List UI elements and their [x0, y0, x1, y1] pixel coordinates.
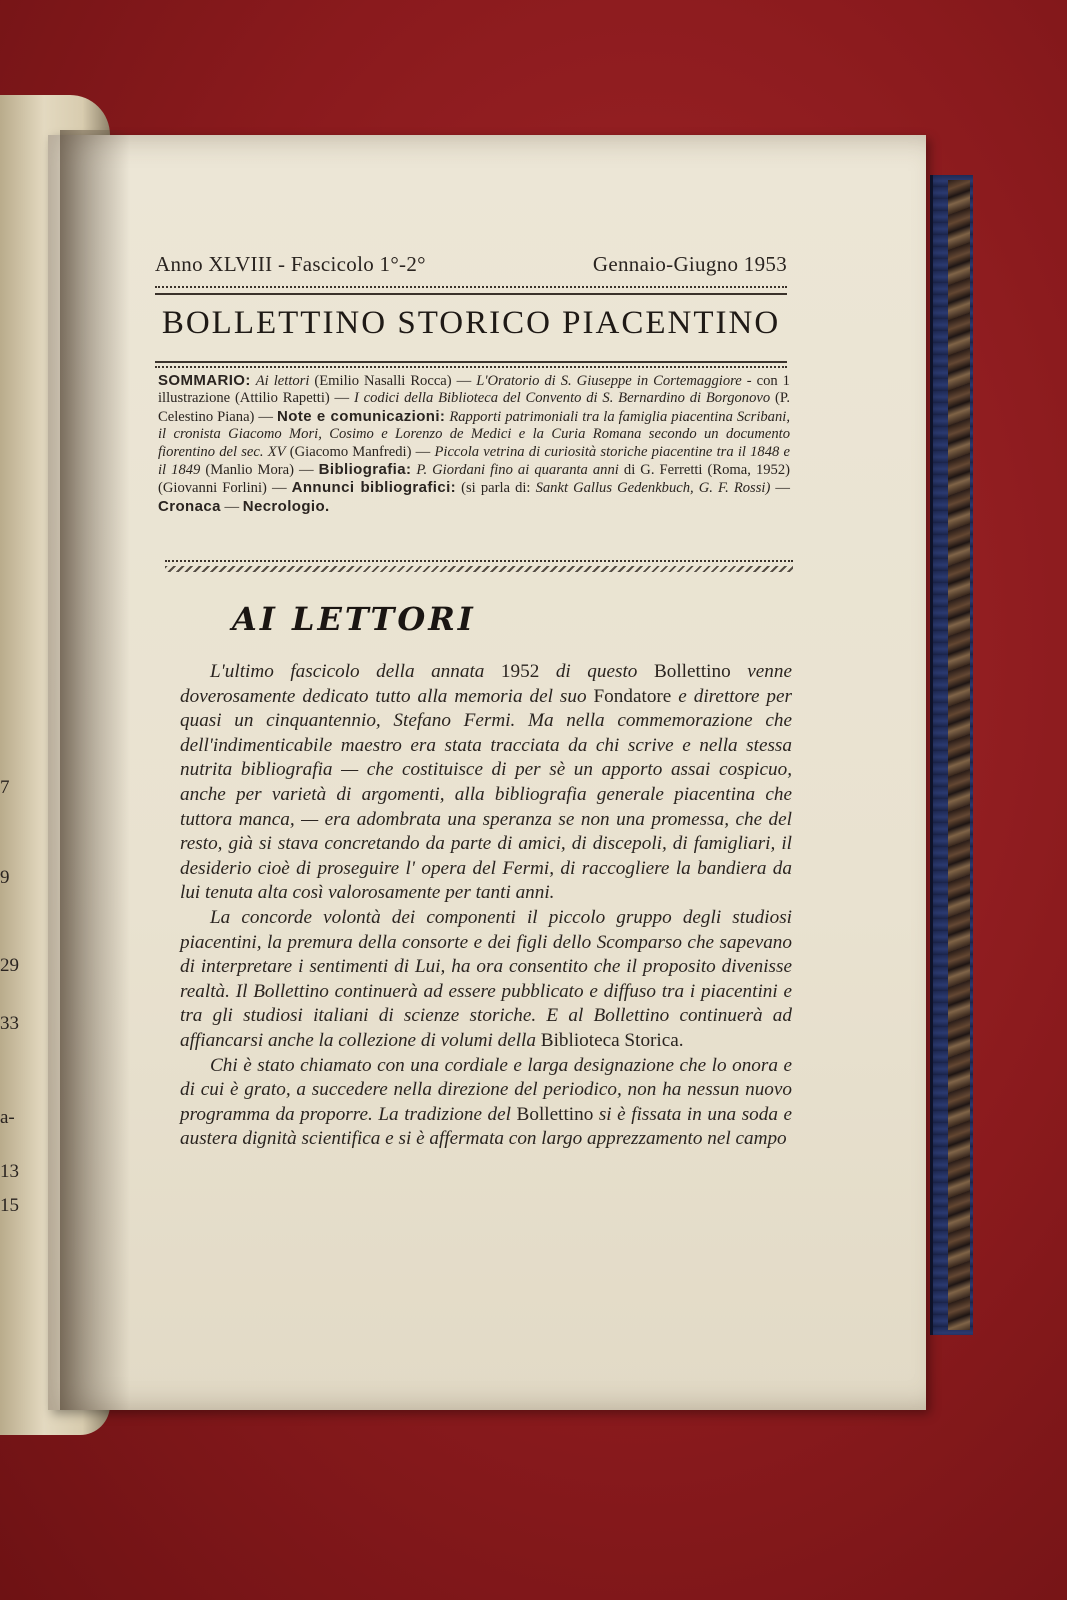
- title-divider: [155, 361, 787, 363]
- toc-entry: Ai lettori: [255, 373, 310, 389]
- toc-text: (si parla di:: [456, 480, 536, 497]
- annunci-label: Annunci bibliografici:: [291, 479, 457, 497]
- paragraph-text: Bollettino: [653, 661, 731, 682]
- paragraph-text: La concorde volontà dei componenti il piccolo gruppo degli studiosi piacentini, la premura della consorte e dei figli dello Scomparso che sapevano di interpretare i sentimenti di Lui, ha ora consentito che il proposito divenisse realtà. Il Bollettino continuerà ad essere pubblicato e diffuso tra i piacentini e tra gli studiosi italiani di scienze storiche. E al Bollettino continuerà ad affiancarsi anche la collezione di volumi della: [180, 906, 792, 1051]
- title-divider: [155, 366, 787, 368]
- toc-author: di G. Ferretti (Roma, 1952) (Giovanni Forlini) —: [158, 462, 791, 497]
- header-divider: [155, 286, 787, 288]
- toc-entry: Sankt Gallus Gedenkbuch, G. F. Rossi): [535, 480, 771, 497]
- journal-title: BOLLETTINO STORICO PIACENTINO: [161, 305, 781, 341]
- table-of-contents: [158, 372, 790, 516]
- issue-number: Anno XLVIII - Fascicolo 1°-2°: [155, 252, 426, 276]
- paragraph-text: venne doverosamente dedicato tutto alla memoria del suo: [180, 661, 792, 707]
- margin-number: 13: [0, 1161, 19, 1182]
- toc-author: - con 1 illustrazione (Attilio Rapetti) —: [158, 373, 790, 407]
- paragraph-text: Biblioteca Storica.: [540, 1029, 684, 1051]
- paragraph: [180, 1054, 792, 1152]
- page-gutter-shadow: [60, 130, 130, 1410]
- toc-author: (Manlio Mora) —: [200, 462, 314, 479]
- paragraph-text: Bollettino: [516, 1103, 594, 1125]
- bibliografia-label: Bibliografia:: [318, 461, 412, 479]
- issue-date: Gennaio-Giugno 1953: [592, 252, 787, 276]
- toc-entry: I codici della Biblioteca del Convento di S. Bernardino di Borgonovo: [353, 390, 771, 407]
- toc-separator: —: [220, 498, 243, 515]
- header-divider: [155, 293, 787, 295]
- necrologio-label: Necrologio.: [242, 497, 330, 515]
- margin-number: a-: [0, 1107, 15, 1128]
- margin-number: 15: [0, 1195, 19, 1216]
- paragraph-text: Fondatore: [593, 685, 672, 707]
- paragraph-text: Chi è stato chiamato con una cordiale e larga designazione che lo onora e di cui è grato, a succedere nella direzione del periodico, non ha nessun nuovo programma da proporre. La tradizione del: [180, 1054, 792, 1125]
- paragraph-text: L'ultimo fascicolo della annata: [210, 661, 501, 682]
- paragraph-text: si è fissata in una soda e austera dignità scientifica e si è affermata con largo apprezzamento nel campo: [180, 1103, 792, 1150]
- toc-author: (Giacomo Manfredi) —: [285, 443, 435, 460]
- margin-number: 9: [0, 867, 10, 888]
- paragraph: [180, 660, 792, 906]
- paragraph-text: di questo: [539, 661, 654, 682]
- toc-text: —: [770, 480, 790, 497]
- margin-number: 33: [0, 1013, 19, 1034]
- sommario-label: SOMMARIO:: [158, 372, 251, 389]
- paragraph-text: e direttore per quasi un cinquantennio, Stefano Fermi. Ma nella commemorazione che dell'indimenticabile maestro era stata tracciata da chi scrive e nella stessa nutrita bibliografia — che costituisce di per sè un apporto assai cospicuo, anche per varietà di argomenti, alla bibliografia generale piacentina che tuttora manca, — era adombrata una speranza se non una promessa, che del resto, già si stava concretando da parte di amici, di discepoli, di famigliari, il desiderio cioè di proseguire l' opera del Fermi, di raccogliere la bandiera da lui tenuta alta così valorosamente per tanti anni.: [180, 685, 792, 904]
- paragraph: [180, 906, 792, 1054]
- margin-number: 7: [0, 777, 10, 798]
- note-label: Note e comunicazioni:: [277, 407, 446, 425]
- margin-number: 29: [0, 955, 19, 976]
- toc-entry: L'Oratorio di S. Giuseppe in Cortemaggiore: [476, 373, 742, 389]
- marbled-page-edges: [948, 180, 970, 1330]
- toc-entry: P. Giordani fino ai quaranta anni: [411, 462, 619, 479]
- toc-entry: Rapporti patrimoniali tra la famiglia piacentina Scribani, il cronista Giacomo Mori, Cosimo e Lorenzo de Medici e la Curia Romana secondo un documento fiorentino del sec. XV: [158, 408, 790, 460]
- paragraph-text: 1952: [500, 661, 540, 682]
- summary-divider-wavy: [165, 566, 793, 572]
- toc-author: (P. Celestino Piana) —: [158, 390, 791, 425]
- section-title: AI LETTORI: [232, 600, 476, 638]
- article-body: [180, 660, 792, 1152]
- summary-divider: [165, 560, 793, 562]
- cronaca-label: Cronaca: [158, 497, 221, 515]
- toc-entry: Piccola vetrina di curiosità storiche piacentine tra il 1848 e il 1849: [158, 443, 791, 479]
- toc-author: (Emilio Nasalli Rocca) —: [309, 373, 477, 389]
